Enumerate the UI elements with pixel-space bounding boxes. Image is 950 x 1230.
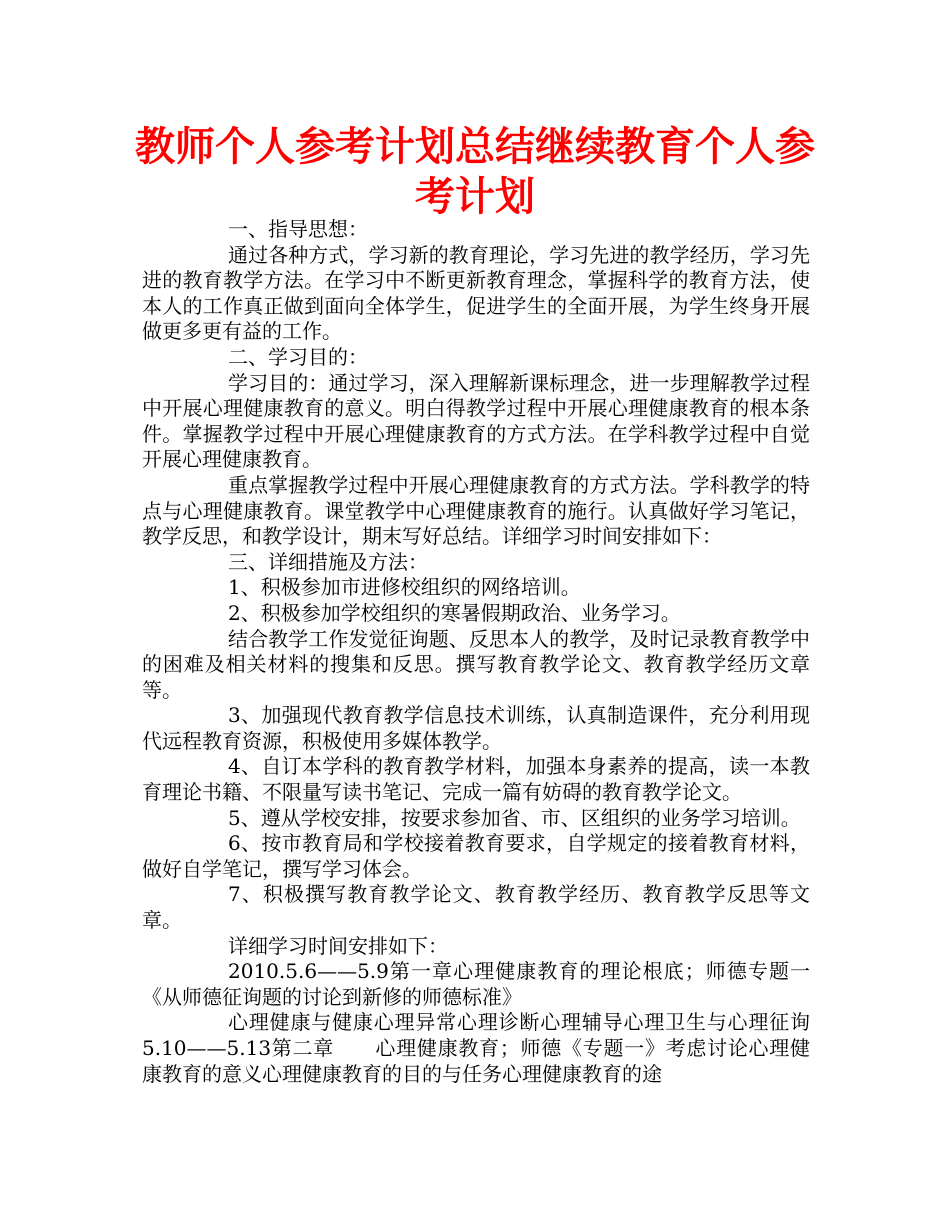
paragraph-learning-purpose: 学习目的：通过学习，深入理解新课标理念，进一步理解教学过程中开展心理健康教育的意义。明白得教学过程中开展心理健康教育的根本条件。掌握教学过程中开展心理健康教育的方式方法。在学科教学过程中自觉开展心理健康教育。 <box>142 370 810 472</box>
schedule-entry-1: 2010.5.6——5.9第一章心理健康教育的理论根底；师德专题一《从师德征询题的讨论到新修的师德标准》 <box>142 959 810 1009</box>
paragraph-guiding-ideology: 通过各种方式，学习新的教育理论，学习先进的教学经历，学习先进的教育教学方法。在学习中不断更新教育理念，掌握科学的教育方法，使本人的工作真正做到面向全体学生，促进学生的全面开展，为学生终身开展做更多更有益的工作。 <box>142 242 810 344</box>
list-item-measure-5: 5、遵从学校安排，按要求参加省、市、区组织的业务学习培训。 <box>228 805 801 830</box>
list-item-measure-4: 4、自订本学科的教育教学材料，加强本身素养的提高，读一本教育理论书籍、不限量写读书笔记、完成一篇有妨碍的教育教学论文。 <box>142 754 810 805</box>
document-body <box>142 217 810 1087</box>
section-heading-guiding-ideology: 一、指导思想： <box>228 217 368 241</box>
document-title: 教师个人参考计划总结继续教育个人参考计划 <box>135 124 815 220</box>
list-item-measure-6: 6、按市教育局和学校接着教育要求，自学规定的接着教育材料，做好自学笔记，撰写学习体会。 <box>142 831 810 881</box>
section-heading-learning-purpose: 二、学习目的： <box>228 344 368 369</box>
paragraph-key-points: 重点掌握教学过程中开展心理健康教育的方式方法。学科教学的特点与心理健康教育。课堂教学中心理健康教育的施行。认真做好学习笔记，教学反思，和教学设计，期末写好总结。详细学习时间安排如下： <box>142 472 810 549</box>
list-item-measure-2: 2、积极参加学校组织的寒暑假期政治、业务学习。 <box>228 600 681 625</box>
paragraph-reflection: 结合教学工作发觉征询题、反思本人的教学，及时记录教育教学中的困难及相关材料的搜集和反思。撰写教育教学论文、教育教学经历文章等。 <box>142 626 810 702</box>
list-item-measure-7: 7、积极撰写教育教学论文、教育教学经历、教育教学反思等文章。 <box>142 882 810 933</box>
schedule-entry-2: 心理健康与健康心理异常心理诊断心理辅导心理卫生与心理征询5.10——5.13第二章 心理健康教育；师德《专题一》考虑讨论心理健康教育的意义心理健康教育的目的与任务心理健康教育的途 <box>142 1010 810 1086</box>
schedule-heading: 详细学习时间安排如下： <box>228 933 448 958</box>
list-item-measure-3: 3、加强现代教育教学信息技术训练，认真制造课件，充分利用现代远程教育资源，积极使用多媒体教学。 <box>142 703 810 753</box>
section-heading-measures: 三、详细措施及方法： <box>228 549 428 574</box>
list-item-measure-1: 1、积极参加市进修校组织的网络培训。 <box>228 575 581 600</box>
